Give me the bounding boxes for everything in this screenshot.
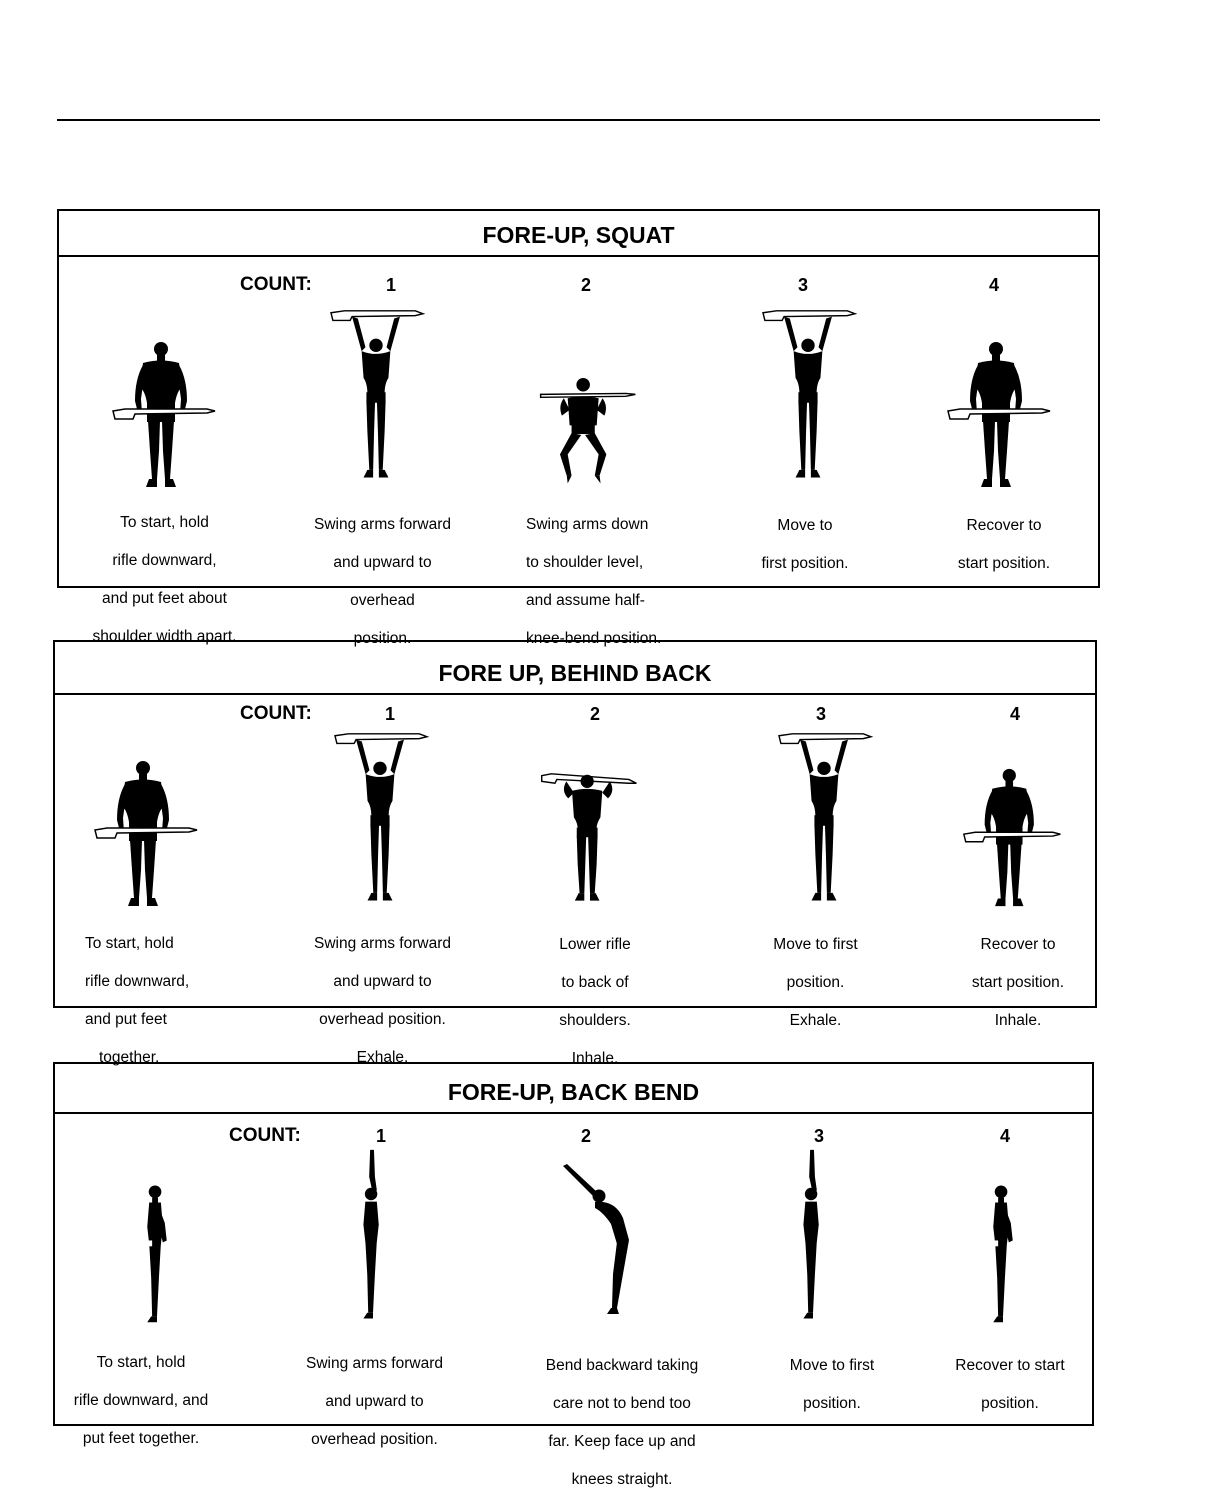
step-caption-count-2: Swing arms down to shoulder level, and assume half- knee-bend position. [526,516,662,647]
step-caption-start: To start, hold rifle downward, and put feet together. [73,1354,209,1447]
count-number-4: 4 [988,275,999,295]
side-standing-figure [983,1184,1023,1330]
side-arms-up-figure [793,1148,833,1330]
exercise-panel-fore-up-behind-back [53,640,1097,1067]
panel-title: FORE-UP, BACK BEND [55,1064,1092,1114]
count-label: COUNT: [240,274,312,295]
step-caption-count-3: Move to first position. Exhale. [773,936,858,1029]
panel-title: FORE-UP, SQUAT [59,211,1098,257]
count-number-2: 2 [589,704,600,724]
exercise-panel-fore-up-back-bend [53,1062,1094,1488]
count-label: COUNT: [240,703,312,724]
step-caption-count-2: Bend backward taking care not to bend too far. Keep face up and knees straight. [545,1357,699,1488]
step-caption-count-4: Recover to start position. Inhale. [971,936,1065,1029]
count-number-3: 3 [815,704,826,724]
step-caption-start: To start, hold rifle downward, and put feet together. [85,935,190,1066]
step-caption-count-1: Swing arms forward and upward to overhead position. [306,1355,443,1448]
standing-rifle-low-figure [111,339,221,489]
count-number-1: 1 [385,275,396,295]
header-rule [57,119,1100,121]
count-number-3: 3 [813,1126,824,1146]
step-caption-count-1: Swing arms forward and upward to overhead position. Exhale. [314,935,451,1066]
side-arms-up-figure [353,1148,393,1330]
count-number-1: 1 [384,704,395,724]
step-caption-count-3: Move to first position. [789,1357,875,1412]
half-squat-rifle-shoulders-figure [533,377,643,493]
side-back-bend-figure [559,1164,649,1324]
standing-rifle-low-figure [959,766,1069,908]
step-caption-count-4: Recover to start position. [957,517,1051,572]
rifle-overhead-figure [321,307,431,489]
step-caption-count-2: Lower rifle to back of shoulders. Inhale. [559,936,631,1067]
count-number-4: 4 [999,1126,1010,1146]
rifle-behind-shoulders-figure [535,770,645,912]
rifle-overhead-figure [769,730,879,912]
count-number-1: 1 [375,1126,386,1146]
rifle-overhead-figure [325,730,435,912]
step-caption-count-1: Swing arms forward and upward to overhead position. [314,516,451,647]
step-caption-count-3: Move to first position. [761,517,849,572]
count-number-3: 3 [797,275,808,295]
exercise-panel-fore-up-squat [57,209,1100,647]
step-caption-start: To start, hold rifle downward, and put feet about shoulder width apart. [92,514,237,645]
count-number-4: 4 [1009,704,1020,724]
step-caption-count-4: Recover to start position. [955,1357,1065,1412]
panel-title: FORE UP, BEHIND BACK [55,642,1095,695]
count-number-2: 2 [580,1126,591,1146]
count-number-2: 2 [580,275,591,295]
side-standing-figure [137,1184,177,1330]
standing-rifle-low-figure [93,758,203,908]
standing-rifle-low-figure [946,339,1056,489]
rifle-overhead-figure [753,307,863,489]
count-label: COUNT: [229,1125,301,1146]
